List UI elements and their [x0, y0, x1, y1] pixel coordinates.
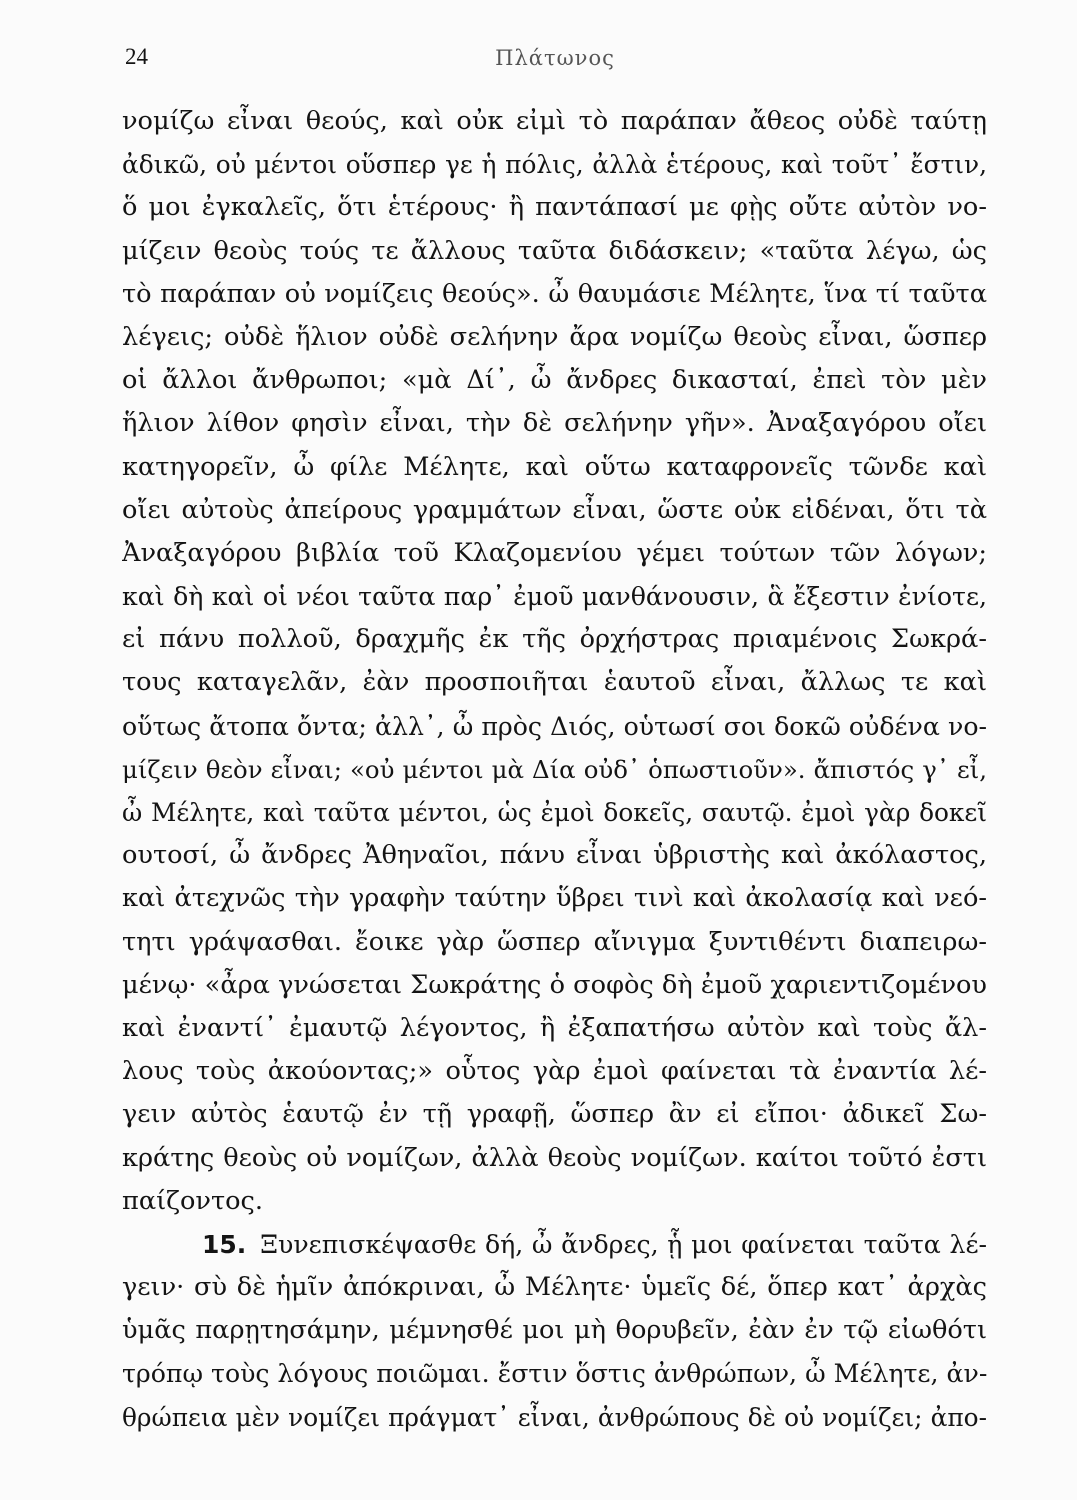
- paragraph: [122, 100, 987, 1223]
- text-line: μένῳ· «ἆρα γνώσεται Σωκράτης ὁ σοφὸς δὴ ἐμοῦ χαριεντιζομένου: [122, 969, 987, 1000]
- text-line: κράτης θεοὺς οὐ νομίζων, ἀλλὰ θεοὺς νομίζων. καίτοι τοῦτό ἐστι: [122, 1142, 987, 1173]
- body-text: [122, 100, 987, 1439]
- page-number: 24: [125, 44, 148, 69]
- text-line: τους καταγελᾶν, ἐὰν προσποιῆται ἑαυτοῦ εἶναι, ἄλλως τε καὶ: [122, 667, 987, 698]
- text-line: γειν αὐτὸς ἑαυτῷ ἐν τῇ γραφῇ, ὥσπερ ἂν εἰ εἴποι· ἀδικεῖ Σω-: [122, 1099, 987, 1130]
- text-line: νομίζω εἶναι θεούς, καὶ οὐκ εἰμὶ τὸ παράπαν ἄθεος οὐδὲ ταύτῃ: [122, 106, 987, 136]
- text-line: οἱ ἄλλοι ἄνθρωποι; «μὰ Δί᾽, ὦ ἄνδρες δικασταί, ἐπεὶ τὸν μὲν: [122, 365, 987, 396]
- text-line: τὸ παράπαν οὐ νομίζεις θεούς». ὦ θαυμάσιε Μέλητε, ἵνα τί ταῦτα: [122, 278, 987, 309]
- page-header: [125, 44, 985, 76]
- text-line: τητι γράψασθαι. ἔοικε γὰρ ὥσπερ αἴνιγμα ξυντιθέντι διαπειρω-: [122, 926, 987, 957]
- paragraph-section-15: [122, 1223, 987, 1439]
- text-line: ἀδικῶ, οὐ μέντοι οὕσπερ γε ἡ πόλις, ἀλλὰ ἑτέρους, καὶ τοῦτ᾽ ἔστιν,: [122, 150, 987, 180]
- text-line: μίζειν θεοὺς τούς τε ἄλλους ταῦτα διδάσκειν; «ταῦτα λέγω, ὡς: [122, 235, 987, 266]
- text-line: μίζειν θεὸν εἶναι; «οὐ μέντοι μὰ Δία οὐδ᾽ ὁπωστιοῦν». ἄπιστός γ᾽ εἶ,: [122, 754, 987, 784]
- text-line: ὑμᾶς παρῃτησάμην, μέμνησθέ μοι μὴ θορυβεῖν, ἐὰν ἐν τῷ εἰωθότι: [122, 1315, 987, 1346]
- text-line: καὶ ἀτεχνῶς τὴν γραφὴν ταύτην ὕβρει τινὶ καὶ ἀκολασίᾳ καὶ νεό-: [122, 883, 987, 914]
- text-line: λους τοὺς ἀκούοντας;» οὗτος γὰρ ἐμοὶ φαίνεται τὰ ἐναντία λέ-: [122, 1056, 987, 1087]
- text-line: ὦ Μέλητε, καὶ ταῦτα μέντοι, ὡς ἐμοὶ δοκεῖς, σαυτῷ. ἐμοὶ γὰρ δοκεῖ: [122, 798, 987, 827]
- text-line-first: [122, 1223, 987, 1266]
- text-line: ουτοσί, ὦ ἄνδρες Ἀθηναῖοι, πάνυ εἶναι ὑβριστὴς καὶ ἀκόλαστος,: [122, 840, 987, 871]
- text-line: ὅ μοι ἐγκαλεῖς, ὅτι ἑτέρους· ἢ παντάπασί με φῂς οὔτε αὐτὸν νο-: [122, 192, 987, 223]
- text-line: καὶ δὴ καὶ οἱ νέοι ταῦτα παρ᾽ ἐμοῦ μανθάνουσιν, ἃ ἔξεστιν ἐνίοτε,: [122, 582, 987, 612]
- running-head: Πλάτωνος: [495, 46, 615, 70]
- text-line-content: Ξυνεπισκέψασθε δή, ὦ ἄνδρες, ᾗ μοι φαίνεται ταῦτα λέ-: [260, 1229, 987, 1259]
- text-line: λέγεις; οὐδὲ ἥλιον οὐδὲ σελήνην ἄρα νομίζω θεοὺς εἶναι, ὥσπερ: [122, 321, 987, 352]
- section-number: 15.: [202, 1229, 247, 1259]
- text-line: τρόπῳ τοὺς λόγους ποιῶμαι. ἔστιν ὅστις ἀνθρώπων, ὦ Μέλητε, ἀν-: [122, 1359, 987, 1389]
- text-line: ἥλιον λίθον φησὶν εἶναι, τὴν δὲ σελήνην γῆν». Ἀναξαγόρου οἴει: [122, 408, 987, 439]
- text-line: θρώπεια μὲν νομίζει πράγματ᾽ εἶναι, ἀνθρώπους δὲ οὐ νομίζει; ἀπο-: [122, 1402, 987, 1432]
- text-line: οὕτως ἄτοπα ὄντα; ἀλλ᾽, ὦ πρὸς Διός, οὑτωσί σοι δοκῶ οὐδένα νο-: [122, 711, 987, 741]
- text-line: εἰ πάνυ πολλοῦ, δραχμῆς ἐκ τῆς ὀρχήστρας πριαμένοις Σωκρά-: [122, 624, 987, 655]
- text-line: καὶ ἐναντί᾽ ἐμαυτῷ λέγοντος, ἢ ἐξαπατήσω αὐτὸν καὶ τοὺς ἄλ-: [122, 1012, 987, 1043]
- text-line: κατηγορεῖν, ὦ φίλε Μέλητε, καὶ οὕτω καταφρονεῖς τῶνδε καὶ: [122, 451, 987, 482]
- text-line: παίζοντος.: [122, 1185, 264, 1216]
- text-line: γειν· σὺ δὲ ἡμῖν ἀπόκριναι, ὦ Μέλητε· ὑμεῖς δέ, ὅπερ κατ᾽ ἀρχὰς: [122, 1272, 987, 1303]
- text-line: οἴει αὐτοὺς ἀπείρους γραμμάτων εἶναι, ὥστε οὐκ εἰδέναι, ὅτι τὰ: [122, 494, 987, 525]
- text-line: Ἀναξαγόρου βιβλία τοῦ Κλαζομενίου γέμει τούτων τῶν λόγων;: [122, 537, 987, 568]
